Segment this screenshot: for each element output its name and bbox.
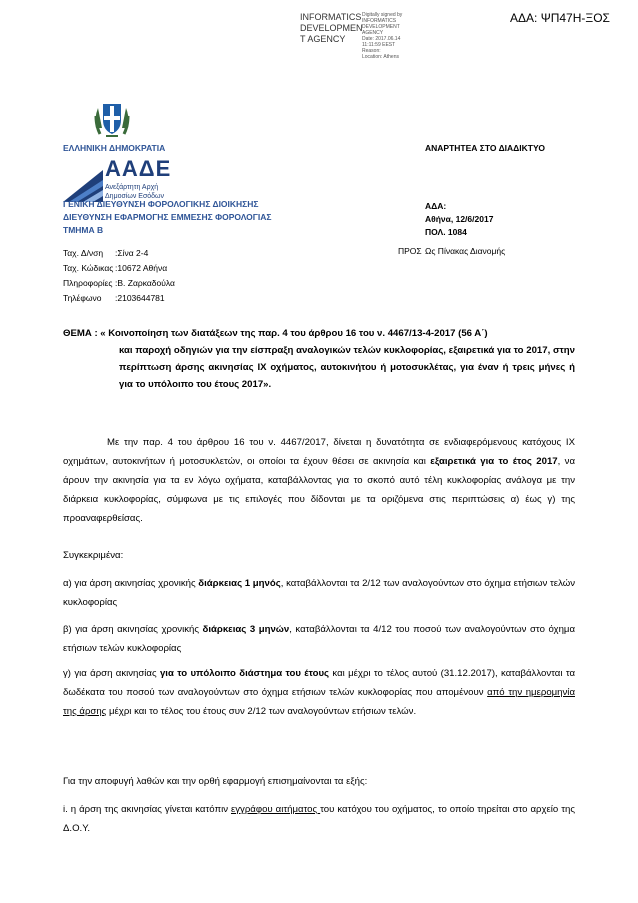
text: α) για άρση ακινησίας χρονικής: [63, 578, 199, 589]
aade-logo-line: Ανεξάρτητη Αρχή: [105, 184, 159, 191]
general-directorate: ΓΕΝΙΚΗ ΔΙΕΥΘΥΝΣΗ ΦΟΡΟΛΟΓΙΚΗΣ ΔΙΟΙΚΗΣΗΣ: [63, 199, 259, 209]
document-meta: [425, 200, 493, 239]
signature-line: Date: 2017.06.14 11:11:59 EEST: [362, 36, 401, 48]
text: , καταβάλλονται τα 4/12 του ποσού των αναλογούντων στο όχημα ετήσιων τελών κυκλοφορίας: [63, 624, 575, 654]
contact-row: [63, 291, 175, 306]
contact-value: :10672 Αθήνα: [115, 263, 168, 273]
signature-line: Reason:: [362, 48, 381, 54]
section: ΤΜΗΜΑ Β: [63, 225, 104, 235]
aade-logo-name: ΑΑΔΕ: [105, 156, 172, 181]
recipient-label: ΠΡΟΣ: [398, 246, 422, 256]
signature-details: [362, 12, 412, 60]
specifically-label: Συγκεκριμένα:: [63, 550, 124, 561]
contact-value: :2103644781: [115, 293, 165, 303]
underlined-text: από την ημερομηνία της άρσης: [63, 687, 575, 717]
contact-row: [63, 246, 175, 261]
coat-of-arms-icon: [92, 98, 132, 140]
bold-text: διάρκειας 1 μηνός: [198, 578, 281, 589]
ada-code: ΑΔΑ: ΨΠ47Η-ΞΟΣ: [510, 11, 610, 25]
text: και μέχρι το τέλος αυτού (31.12.2017), καταβάλλονται τα δωδέκατα του ποσού των αναλογούντων στο όχημα ετήσιων τελών κυκλοφορίας που απομένουν: [63, 668, 576, 698]
aade-mark-icon: [63, 166, 103, 202]
text: i. η άρση της ακινησίας γίνεται κατόπιν: [63, 804, 231, 815]
contact-value: :Σίνα 2-4: [115, 248, 149, 258]
signature-line: Digitally signed by: [362, 12, 403, 18]
contact-value: :Β. Ζαρκαδούλα: [115, 278, 175, 288]
text: , καταβάλλονται τα 2/12 των αναλογούντων στο όχημα ετήσιων τελών κυκλοφορίας: [63, 578, 576, 608]
text: μέχρι και το τέλος του έτους συν 2/12 των αναλογούντων ετήσιων τελών.: [106, 706, 417, 717]
text: του κατόχου του οχήματος, το οποίο τηρείται στο αρχείο της Δ.Ο.Υ.: [63, 804, 575, 834]
text: γ) για άρση ακινησίας: [63, 668, 160, 679]
contact-details: [63, 246, 175, 306]
bold-text: διάρκειας 3 μηνών: [202, 624, 290, 635]
contact-key: Ταχ. Κώδικας: [63, 263, 114, 273]
text: Με την παρ. 4 του άρθρου 16 του ν. 4467/2017, δίνεται η δυνατότητα σε ενδιαφερόμενους κατόχους ΙΧ οχημάτων, αυτοκινήτων ή μοτοσυκλετών, οι οποίοι τα έχουν θέσει σε ακινησία και: [63, 437, 575, 467]
case-c: [63, 664, 575, 721]
signature-org: INFORMATICS DEVELOPMEN T AGENCY: [300, 12, 363, 44]
ada-label: ΑΔΑ:: [425, 201, 447, 211]
paragraph-intro: [63, 433, 575, 528]
signature-line: INFORMATICS DEVELOPMENT AGENCY: [362, 18, 400, 36]
contact-key: Τηλέφωνο: [63, 293, 102, 303]
signature-line: Location: Athens: [362, 54, 399, 60]
subject: [63, 325, 575, 393]
contact-key: Ταχ. Δ/νση: [63, 248, 104, 258]
pol-number: ΠΟΛ. 1084: [425, 227, 467, 237]
contact-key: Πληροφορίες: [63, 278, 113, 288]
text: β) για άρση ακινησίας χρονικής: [63, 624, 203, 635]
case-a: [63, 574, 575, 612]
recipient-value: Ως Πίνακας Διανομής: [425, 246, 506, 256]
republic-title: ΕΛΛΗΝΙΚΗ ΔΗΜΟΚΡΑΤΙΑ: [63, 143, 166, 153]
notes-intro: Για την αποφυγή λαθών και την ορθή εφαρμογή επισημαίνονται τα εξής:: [63, 776, 368, 787]
subject-head: ΘΕΜΑ : « Κοινοποίηση των διατάξεων της παρ. 4 του άρθρου 16 του ν. 4467/13-4-2017 (56 Α΄): [63, 328, 488, 339]
contact-row: [63, 261, 175, 276]
subject-rest: και παροχή οδηγιών για την είσπραξη αναλογικών τελών κυκλοφορίας, εξαιρετικά για το 2017, στην περίπτωση άρσης ακινησίας ΙΧ οχήματος, αυτοκινήτου ή μοτοσυκλέτας, για έναν ή τρεις μήνες ή για το υπόλοιπο του έτους 2017».: [119, 345, 575, 390]
publish-note: ΑΝΑΡΤΗΤΕΑ ΣΤΟ ΔΙΑΔΙΚΤΥΟ: [425, 143, 545, 153]
document-date: Αθήνα, 12/6/2017: [425, 214, 494, 224]
issuing-authority: [63, 198, 272, 237]
aade-logo-line: Δημοσίων Εσόδων: [105, 193, 165, 200]
bold-text: για το υπόλοιπο διάστημα του έτους: [159, 668, 330, 679]
underlined-text: εγγράφου αιτήματος: [230, 804, 321, 815]
text: , να άρουν την ακινησία για τα εν λόγω οχήματα, καταβάλλοντας για το σκοπό αυτό τέλη κυκλοφορίας ανάλογα με την διάρκεια κυκλοφορίας, σύμφωνα με τις επιλογές που δίδονται με τα οριζόμενα στις περιπτώσεις α) έως γ) της προαναφερθείσας.: [63, 456, 575, 524]
note-i: [63, 800, 575, 838]
case-b: [63, 620, 575, 658]
directorate: ΔΙΕΥΘΥΝΣΗ ΕΦΑΡΜΟΓΗΣ ΕΜΜΕΣΗΣ ΦΟΡΟΛΟΓΙΑΣ: [63, 212, 272, 222]
contact-row: [63, 276, 175, 291]
bold-text: εξαιρετικά για το έτος 2017: [430, 456, 558, 467]
